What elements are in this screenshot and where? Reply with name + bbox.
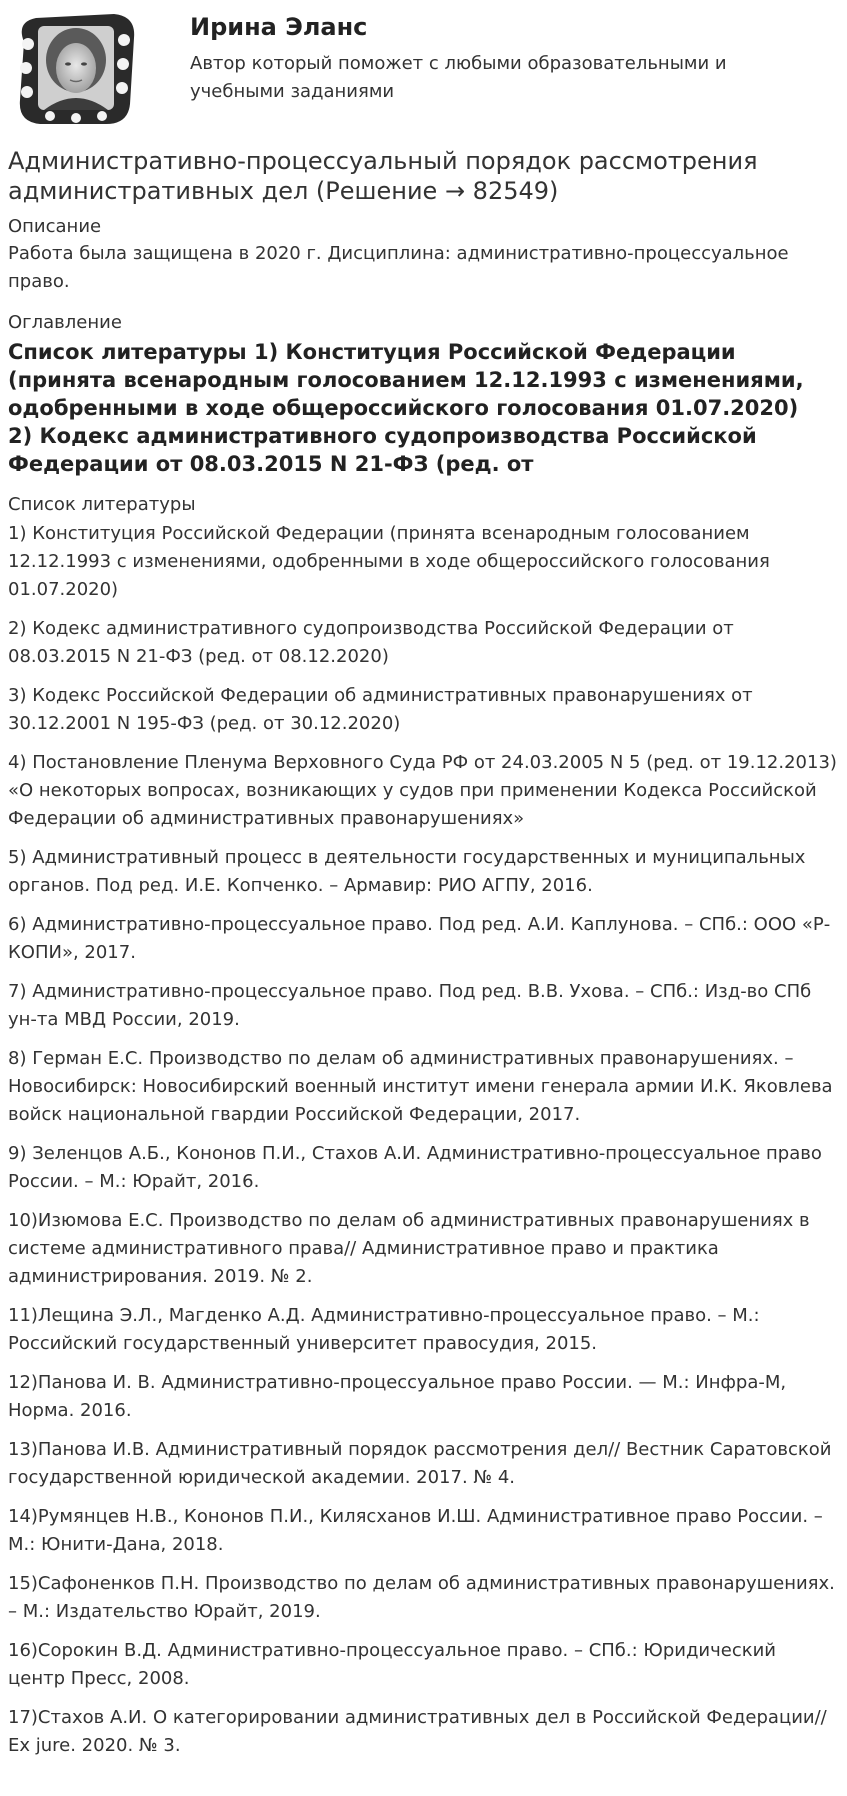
literature-item: 5) Административный процесс в деятельности государственных и муниципальных органов. Под ред. И.Е. Копченко. – Армавир: РИО АГПУ, 2016. xyxy=(8,847,806,896)
literature-item: 13)Панова И.В. Административный порядок рассмотрения дел// Вестник Саратовской государственной юридической академии. 2017. № 4. xyxy=(8,1439,832,1488)
literature-item: 12)Панова И. В. Административно-процессуальное право России. — М.: Инфра-М, Норма. 2016. xyxy=(8,1372,787,1421)
literature-item: 15)Сафоненков П.Н. Производство по делам об административных правонарушениях. – М.: Издательство Юрайт, 2019. xyxy=(8,1573,835,1622)
literature-item: 16)Сорокин В.Д. Административно-процессуальное право. – СПб.: Юридический центр Пресс, 2008. xyxy=(8,1640,776,1689)
literature-heading: Список литературы xyxy=(8,494,196,515)
author-info xyxy=(190,8,810,106)
author-avatar[interactable] xyxy=(6,8,148,130)
description-text: Работа была защищена в 2020 г. Дисциплина: административно-процессуальное право. xyxy=(8,243,789,292)
literature-item: 17)Стахов А.И. О категорировании административных дел в Российской Федерации// Ex jure. 2020. № 3. xyxy=(8,1707,827,1756)
author-block xyxy=(8,0,839,122)
literature-item: 11)Лещина Э.Л., Магденко А.Д. Административно-процессуальное право. – М.: Российский государственный университет правосудия, 2015. xyxy=(8,1305,760,1354)
literature-item: 1) Конституция Российской Федерации (принята всенародным голосованием 12.12.1993 с изменениями, одобренными в ходе общероссийского голосования 01.07.2020) xyxy=(8,523,770,600)
toc-label: Оглавление xyxy=(8,312,122,333)
literature-item: 9) Зеленцов А.Б., Кононов П.И., Стахов А.И. Административно-процессуальное право России. – М.: Юрайт, 2016. xyxy=(8,1143,822,1192)
literature-item: 4) Постановление Пленума Верховного Суда РФ от 24.03.2005 N 5 (ред. от 19.12.2013) «О некоторых вопросах, возникающих у судов при применении Кодекса Российской Федерации об административных правонарушениях» xyxy=(8,752,837,829)
literature-item: 7) Административно-процессуальное право. Под ред. В.В. Ухова. – СПб.: Изд-во СПб ун-та МВД России, 2019. xyxy=(8,981,812,1030)
literature-item: 8) Герман Е.С. Производство по делам об административных правонарушениях. – Новосибирск: Новосибирский военный институт имени генерала армии И.К. Яковлева войск национальной гвардии Российской Федерации, 2017. xyxy=(8,1048,833,1125)
literature-item: 6) Административно-процессуальное право. Под ред. А.И. Каплунова. – СПб.: ООО «Р-КОПИ», 2017. xyxy=(8,914,831,963)
description-label: Описание xyxy=(8,216,102,237)
literature-item: 3) Кодекс Российской Федерации об административных правонарушениях от 30.12.2001 N 195-ФЗ (ред. от 30.12.2020) xyxy=(8,685,753,734)
work-title: Административно-процессуальный порядок рассмотрения административных дел (Решение → 82549) xyxy=(8,147,758,205)
literature-item: 14)Румянцев Н.В., Кононов П.И., Килясханов И.Ш. Административное право России. – М.: Юнити-Дана, 2018. xyxy=(8,1506,823,1555)
literature-item: 10)Изюмова Е.С. Производство по делам об административных правонарушениях в системе административного права// Административное право и практика администрирования. 2019. № 2. xyxy=(8,1210,810,1287)
literature-item: 2) Кодекс административного судопроизводства Российской Федерации от 08.03.2015 N 21-ФЗ (ред. от 08.12.2020) xyxy=(8,618,734,667)
author-description: Автор который поможет с любыми образовательными и учебными заданиями xyxy=(190,53,727,102)
author-name[interactable]: Ирина Эланс xyxy=(190,13,368,41)
literature-list xyxy=(8,520,838,1760)
toc-summary: Список литературы 1) Конституция Российской Федерации (принята всенародным голосованием 12.12.1993 с изменениями, одобренными в ходе общероссийского голосования 01.07.2020) 2) Кодекс административного судопроизводства Российской Федерации от 08.03.2015 N 21-ФЗ (ред. от xyxy=(8,340,804,476)
